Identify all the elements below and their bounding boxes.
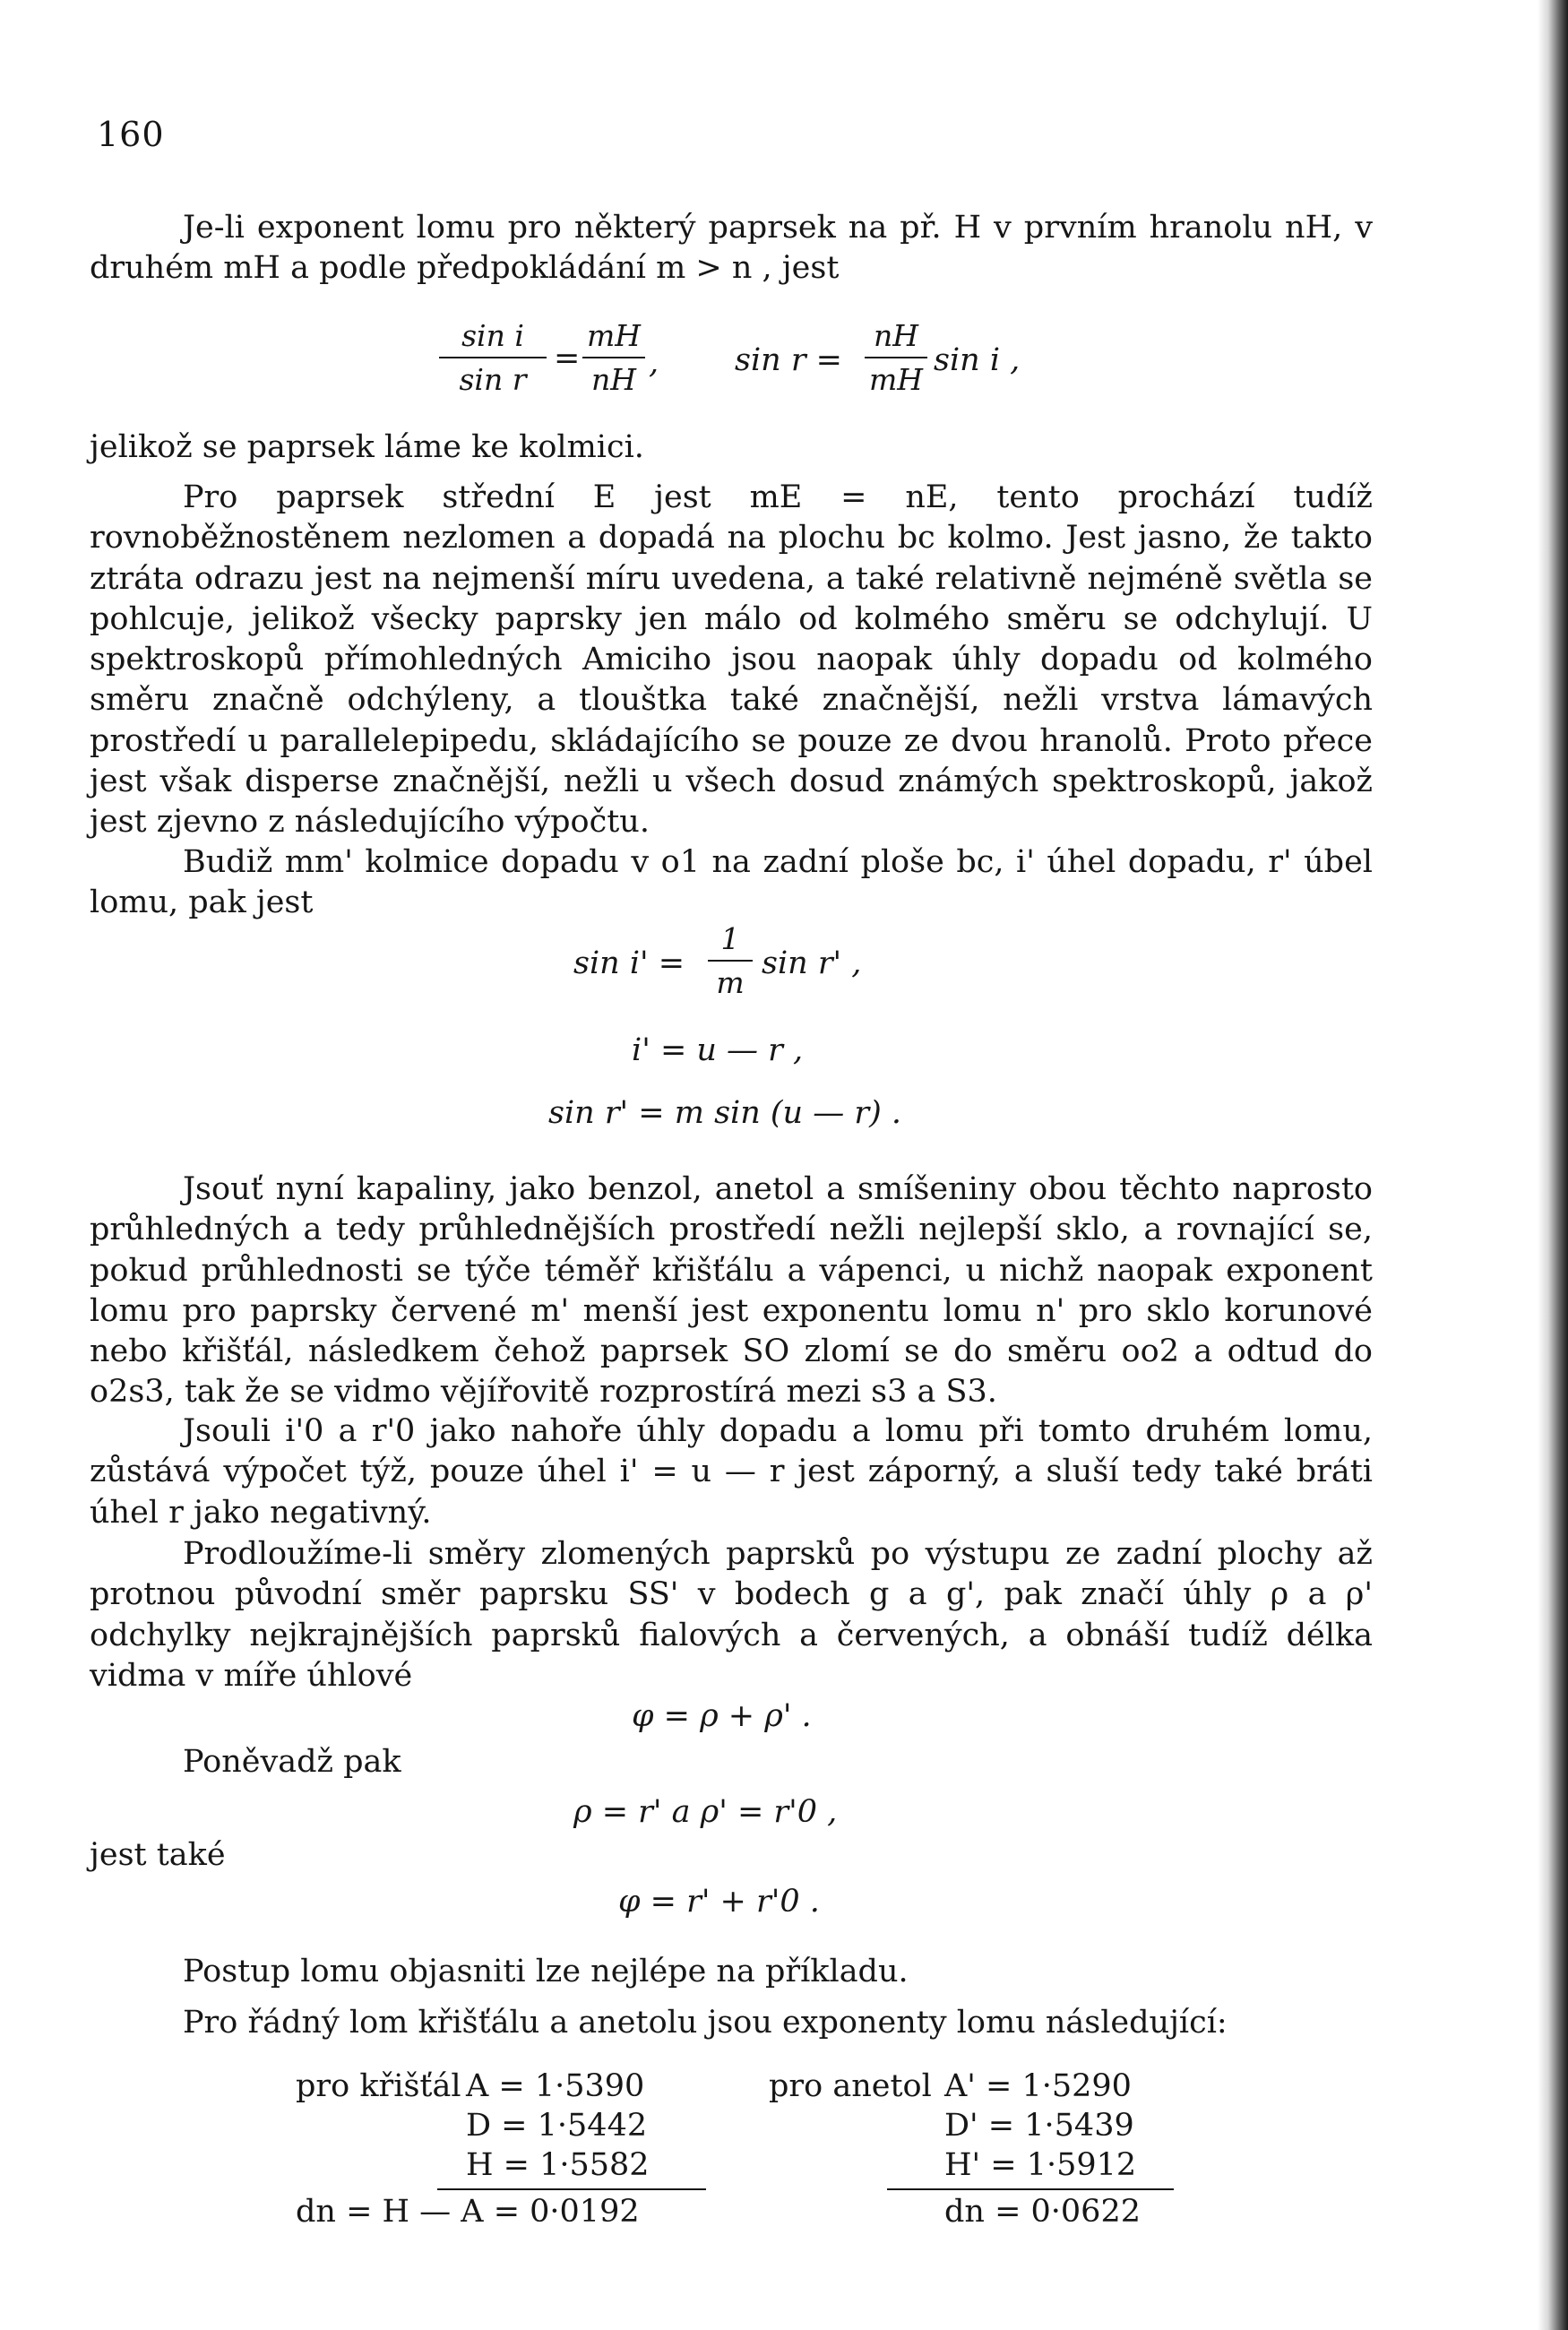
formula-lhs: sin i' = (573, 945, 685, 981)
formula-rhs: sin i , (934, 342, 1021, 378)
fraction-numerator: nH (865, 318, 927, 358)
table-rule (437, 2188, 706, 2190)
table-result: dn = 0·0622 (944, 2194, 1141, 2230)
table-value: A = 1·5390 (466, 2068, 645, 2104)
paragraph-budiz: Budiž mm' kolmice dopadu v o1 na zadní ploše bc, i' úhel dopadu, r' úbel lomu, pak jest (90, 844, 1373, 921)
fraction-denominator: mH (868, 362, 924, 397)
fraction-denominator: sin r (459, 362, 527, 397)
table-label: pro anetol (769, 2068, 932, 2104)
paragraph-exponent-intro: Je-li exponent lomu pro některý paprsek na př. H v prvním hranolu nH, v druhém mH a podle předpokládání m > n , jest (90, 210, 1373, 287)
fraction-denominator: nH (590, 362, 637, 397)
paragraph-prodlouzime: Prodloužíme-li směry zlomených paprsků po výstupu ze zadní plochy až protnou původní směr paprsku SS' v bodech g a g', pak značí úhly ρ a ρ' odchylky nejkrajnějších paprsků fialových a červených, a obnáší tudíž délka vidma v míře úhlové (90, 1536, 1373, 1694)
text-exponenty: Pro řádný lom křišťálu a anetolu jsou exponenty lomu následující: (183, 2005, 1228, 2041)
text-postup: Postup lomu objasniti lze nejlépe na příkladu. (183, 1954, 909, 1989)
fraction-one-over-m (708, 921, 753, 1000)
table-label: pro křišťál (296, 2068, 461, 2104)
table-value: A' = 1·5290 (944, 2068, 1132, 2104)
table-rule (887, 2188, 1174, 2190)
table-result: dn = H — A = 0·0192 (296, 2194, 640, 2230)
fraction-denominator: m (716, 965, 745, 1000)
text-jest-take: jest také (90, 1837, 226, 1873)
fraction-sin (439, 318, 547, 397)
fraction-numerator: sin i (439, 318, 547, 358)
formula-phi: φ = ρ + ρ' . (632, 1698, 812, 1734)
table-value: H' = 1·5912 (944, 2147, 1137, 2183)
formula-rho: ρ = r' a ρ' = r'0 , (573, 1794, 838, 1830)
paragraph-paprsek-stredni: Pro paprsek střední E jest mE = nE, tento prochází tudíž rovnoběžnostěnem nezlomen a dopadá na plochu bc kolmo. Jest jasno, že takto ztráta odrazu jest na nejmenší míru uvedena, a také relativně nejméně světla se pohlcuje, jelikož všecky paprsky jen málo od kolmého směru se odchylují. U spektroskopů přímohledných Amiciho jsou naopak úhly dopadu od kolmého směru značně odchýleny, a tlouštka také značnější, nežli vrstva lámavých prostředí u parallelepipedu, skládajícího se pouze ze dvou hranolů. Proto přece jest však disperse značnější, nežli u všech dosud známých spektroskopů, jakož jest zjevno z následujícího výpočtu. (90, 479, 1373, 841)
equals-sign: = (554, 341, 581, 376)
paragraph-jsouli: Jsouli i'0 a r'0 jako nahoře úhly dopadu a lomu při tomto druhém lomu, zůstává výpočet týž, pouze úhel i' = u — r jest záporný, a sluší tedy také bráti úhel r jako negativný. (90, 1413, 1373, 1531)
formula-sin-r-prime: sin r' = m sin (u — r) . (548, 1095, 901, 1131)
page-number: 160 (97, 115, 165, 154)
fraction-index (582, 318, 645, 397)
paragraph-kolmici: jelikož se paprsek láme ke kolmici. (90, 429, 644, 465)
table-value: H = 1·5582 (466, 2147, 650, 2183)
fraction-numerator: 1 (708, 921, 753, 962)
fraction-numerator: mH (582, 318, 645, 358)
paragraph-kapaliny: Jsouť nyní kapaliny, jako benzol, anetol a smíšeniny obou těchto naprosto průhledných a tedy průhlednějších prostředí nežli nejlepší sklo, a rovnající se, pokud průhlednosti se týče téměř křišťálu a vápenci, u nichž naopak exponent lomu pro paprsky červené m' menší jest exponentu lomu n' pro sklo korunové nebo křišťál, následkem čehož paprsek SO zlomí se do směru oo2 a odtud do o2s3, tak že se vidmo vějířovitě rozprostírá mezi s3 a S3. (90, 1171, 1373, 1411)
fraction-index (865, 318, 927, 397)
formula-lhs: sin r = (735, 342, 843, 378)
comma: , (649, 345, 659, 381)
page-binding-shadow (1538, 0, 1568, 2330)
formula-rhs: sin r' , (762, 945, 862, 981)
formula-phi-sum: φ = r' + r'0 . (618, 1884, 820, 1920)
text-ponevadz: Poněvadž pak (183, 1744, 401, 1780)
table-value: D' = 1·5439 (944, 2108, 1134, 2144)
formula-i-prime: i' = u — r , (632, 1032, 804, 1068)
table-value: D = 1·5442 (466, 2108, 648, 2144)
